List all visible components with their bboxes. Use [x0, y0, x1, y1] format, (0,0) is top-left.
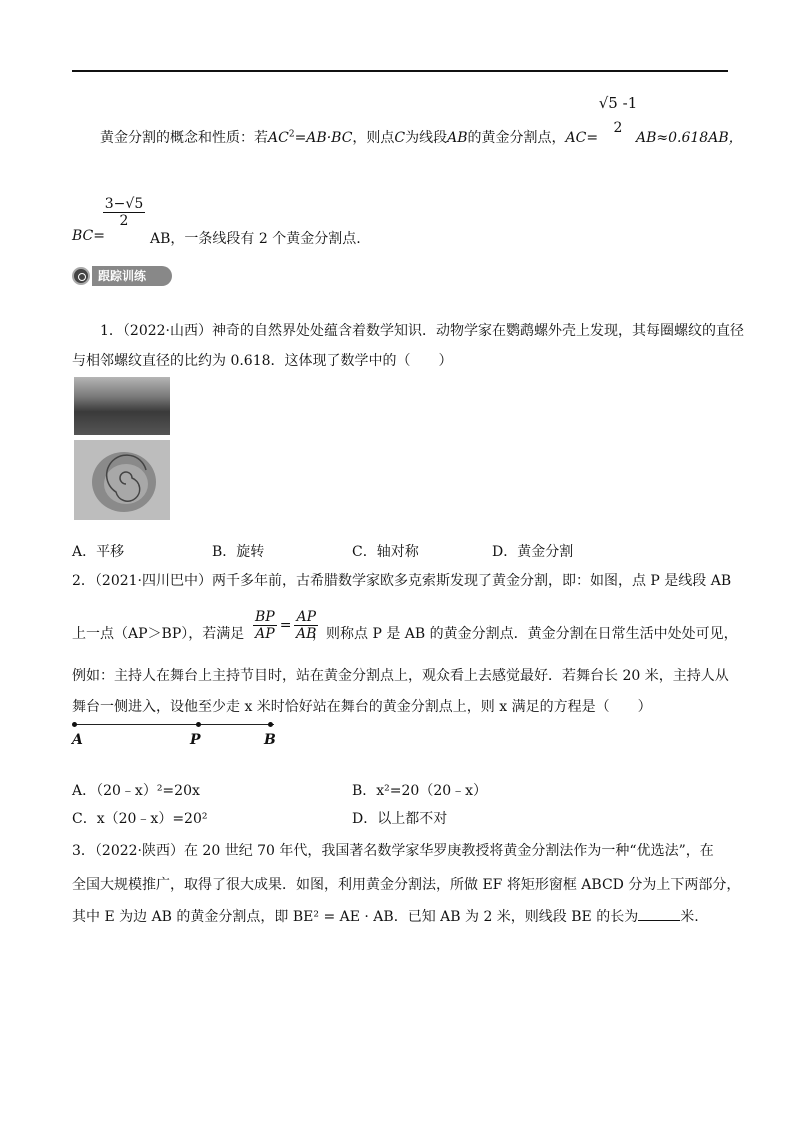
fraction-numerator: AP	[296, 609, 316, 625]
superscript: 2	[288, 129, 295, 140]
q2-line-1: 2．（2021·四川巴中）两千多年前，古希腊数学家欧多克索斯发现了黄金分割，即：如图，点 P 是线段 AB	[72, 573, 732, 589]
fraction-denominator: 2	[119, 213, 129, 229]
unit-text: 米.	[680, 909, 699, 925]
fraction-numerator: BP	[255, 609, 275, 625]
ocean-photo	[74, 377, 170, 435]
q3-line-3	[72, 906, 699, 926]
q2-fractions	[250, 609, 321, 642]
label-p: P	[190, 732, 201, 748]
q2-line-4: 舞台一侧进入，设他至少走 x 米时恰好站在舞台的黄金分割点上，则 x 满足的方程是（ ）	[72, 699, 652, 715]
q3-line-2: 全国大规模推广，取得了很大成果．如图，利用黄金分割法，所做 EF 将矩形窗框 ABCD 分为上下两部分，	[72, 877, 741, 893]
q2-option-c: C．x（20﹣x）=20²	[72, 811, 208, 827]
intro-text: 为线段	[405, 130, 448, 146]
label-a: A	[72, 732, 83, 748]
top-rule	[72, 70, 728, 72]
var-ab: AB	[447, 130, 468, 146]
segment-ab	[74, 724, 274, 725]
point-b-dot	[268, 722, 273, 727]
fraction-denominator: AB	[296, 626, 317, 642]
q2-line-3: 例如：主持人在舞台上主持节目时，站在黄金分割点上，观众看上去感觉最好．若舞台长 20 米，主持人从	[72, 668, 729, 684]
intro-text: ，则点	[352, 130, 395, 146]
section-badge-label: 跟踪训练	[92, 266, 172, 286]
fraction-1	[596, 94, 640, 136]
q1-option-c: C．轴对称	[352, 544, 419, 560]
equals: =	[279, 617, 292, 634]
q1-line-2: 与相邻螺纹直径的比约为 0.618．这体现了数学中的（ ）	[72, 353, 453, 369]
label-b: B	[264, 732, 276, 748]
q2-line-2-b: ，则称点 P 是 AB 的黄金分割点．黄金分割在日常生活中处处可见，	[312, 626, 738, 642]
fraction-denominator: AP	[255, 626, 275, 642]
q2-line-2-a: 上一点（AP＞BP），若满足	[72, 626, 245, 642]
intro-text: 的黄金分割点，	[467, 130, 566, 146]
q1-option-d: D．黄金分割	[492, 544, 574, 560]
point-a-dot	[72, 722, 77, 727]
q3-line-3-text: 其中 E 为边 AB 的黄金分割点，即 BE² = AE · AB．已知 AB 为 2 米，则线段 BE 的长为	[72, 909, 639, 925]
intro-line-2: AB，一条线段有 2 个黄金分割点.	[150, 231, 361, 247]
q3-line-1: 3．（2022·陕西）在 20 世纪 70 年代，我国著名数学家华罗庚教授将黄金分割法作为一种“优选法”，在	[72, 843, 714, 859]
intro-line-1	[100, 127, 598, 147]
var-ac: AC	[268, 130, 289, 146]
q1-option-b: B．旋转	[212, 544, 265, 560]
fraction-numerator: 3−√5	[104, 196, 144, 212]
intro-line-1-tail: AB≈0.618AB，	[636, 130, 743, 146]
q2-option-b: B．x²=20（20﹣x）	[352, 783, 488, 799]
equals: =	[586, 130, 599, 146]
q1-option-a: A．平移	[72, 544, 125, 560]
section-badge	[72, 266, 172, 286]
var-ac: AC	[565, 130, 587, 146]
equation: =AB·BC	[294, 130, 353, 146]
intro-text: 黄金分割的概念和性质：若	[100, 130, 268, 146]
var-bc: BC=	[72, 228, 105, 244]
answer-blank[interactable]	[638, 920, 680, 921]
fraction-denominator: 2	[613, 120, 623, 136]
q1-line-1: 1．（2022·山西）神奇的自然界处处蕴含着数学知识．动物学家在鹦鹉螺外壳上发现，其每圈螺纹的直径	[100, 323, 744, 339]
nautilus-shell-photo	[74, 440, 170, 520]
target-icon	[72, 267, 90, 285]
var-c: C	[394, 130, 406, 146]
fraction-2	[100, 196, 148, 229]
fraction-numerator: √5 -1	[598, 94, 638, 112]
q2-option-d: D．以上都不对	[352, 811, 448, 827]
point-p-dot	[196, 722, 201, 727]
q2-option-a: A．（20﹣x）²=20x	[72, 783, 200, 799]
